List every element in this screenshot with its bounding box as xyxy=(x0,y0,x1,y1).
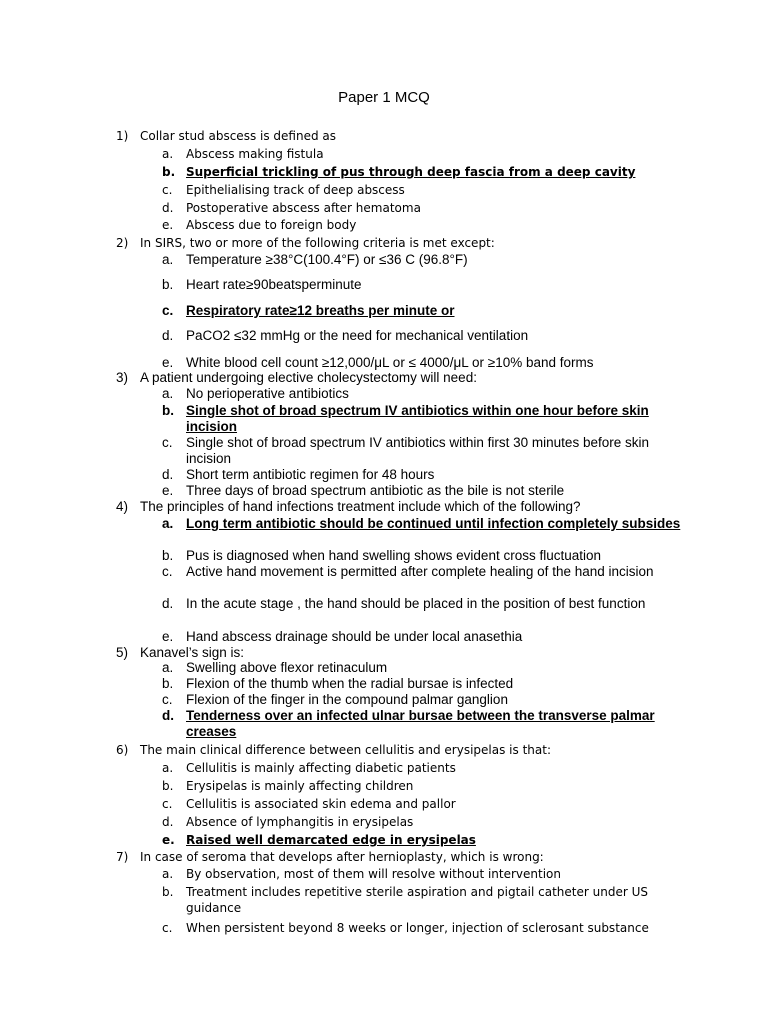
option-letter: b. xyxy=(162,548,174,563)
question-number: 4) xyxy=(116,499,129,514)
option-letter: a. xyxy=(162,516,174,531)
option-text: When persistent beyond 8 weeks or longer, injection of sclerosant substance xyxy=(186,921,649,935)
option-text-correct: Tenderness over an infected ulnar bursae between the transverse palmar creases xyxy=(186,708,655,739)
option-text: Abscess due to foreign body xyxy=(186,218,357,232)
option-text: Single shot of broad spectrum IV antibiotics within first 30 minutes before skin incision xyxy=(186,435,649,466)
question-stem: In case of seroma that develops after hernioplasty, which is wrong: xyxy=(140,850,544,864)
question-stem: The principles of hand infections treatment include which of the following? xyxy=(140,499,581,514)
option-text: Hand abscess drainage should be under local anasethia xyxy=(186,629,523,644)
option-text: Temperature ≥38°C(100.4°F) or ≤36 C (96.8°F) xyxy=(186,252,468,267)
question-number: 5) xyxy=(116,645,129,660)
option-text: In the acute stage , the hand should be placed in the position of best function xyxy=(186,596,646,611)
option-letter: c. xyxy=(162,564,173,579)
option-text: Short term antibiotic regimen for 48 hours xyxy=(186,467,435,482)
option-letter: d. xyxy=(162,201,174,215)
option-letter: e. xyxy=(162,629,174,644)
option-text: Postoperative abscess after hematoma xyxy=(186,201,421,215)
option-text: Erysipelas is mainly affecting children xyxy=(186,779,414,793)
option-letter: b. xyxy=(162,165,176,179)
option-letter: d. xyxy=(162,708,174,723)
option-text: Pus is diagnosed when hand swelling shows evident cross fluctuation xyxy=(186,548,601,563)
option-text: PaCO2 ≤32 mmHg or the need for mechanical ventilation xyxy=(186,328,529,343)
option-text-correct: Long term antibiotic should be continued until infection completely subsides xyxy=(186,516,681,531)
option-letter: c. xyxy=(162,921,173,935)
option-letter: d. xyxy=(162,815,174,829)
question-stem: A patient undergoing elective cholecystectomy will need: xyxy=(140,370,477,385)
option-text: Treatment includes repetitive sterile aspiration and pigtail catheter under US guidance xyxy=(186,885,648,915)
option-letter: e. xyxy=(162,483,174,498)
question-stem: Collar stud abscess is defined as xyxy=(140,129,336,143)
option-text: Swelling above flexor retinaculum xyxy=(186,660,388,675)
option-letter: a. xyxy=(162,147,174,161)
option-letter: c. xyxy=(162,183,173,197)
option-letter: c. xyxy=(162,797,173,811)
option-text: White blood cell count ≥12,000/μL or ≤ 4000/μL or ≥10% band forms xyxy=(186,355,594,370)
option-letter: a. xyxy=(162,867,174,881)
option-letter: c. xyxy=(162,692,173,707)
option-letter: e. xyxy=(162,218,174,232)
option-text-correct: Raised well demarcated edge in erysipelas xyxy=(186,833,476,847)
option-letter: a. xyxy=(162,660,174,675)
option-text: Absence of lymphangitis in erysipelas xyxy=(186,815,414,829)
option-letter: b. xyxy=(162,676,174,691)
option-text: No perioperative antibiotics xyxy=(186,386,349,401)
option-text: Cellulitis is mainly affecting diabetic patients xyxy=(186,761,456,775)
option-text: Flexion of the thumb when the radial bursae is infected xyxy=(186,676,514,691)
option-letter: e. xyxy=(162,833,175,847)
option-letter: b. xyxy=(162,885,174,899)
question-number: 1) xyxy=(116,129,129,143)
question-stem: The main clinical difference between cellulitis and erysipelas is that: xyxy=(140,743,551,757)
option-letter: c. xyxy=(162,435,173,450)
option-letter: b. xyxy=(162,779,174,793)
option-text: Epithelialising track of deep abscess xyxy=(186,183,405,197)
page-title: Paper 1 MCQ xyxy=(338,89,430,106)
question-number: 2) xyxy=(116,236,129,250)
option-letter: c. xyxy=(162,303,174,318)
option-text: Heart rate≥90beatsperminute xyxy=(186,277,362,292)
option-letter: e. xyxy=(162,355,174,370)
question-number: 7) xyxy=(116,850,129,864)
option-letter: d. xyxy=(162,328,174,343)
option-text: Active hand movement is permitted after complete healing of the hand incision xyxy=(186,564,654,579)
option-text: Cellulitis is associated skin edema and pallor xyxy=(186,797,456,811)
question-number: 3) xyxy=(116,370,129,385)
option-text: Flexion of the finger in the compound palmar ganglion xyxy=(186,692,508,707)
option-letter: a. xyxy=(162,386,174,401)
option-letter: b. xyxy=(162,403,174,418)
option-letter: d. xyxy=(162,467,174,482)
option-letter: b. xyxy=(162,277,174,292)
question-stem: Kanavel’s sign is: xyxy=(140,645,245,660)
option-text-correct: Single shot of broad spectrum IV antibiotics within one hour before skin incision xyxy=(186,403,649,434)
option-text-correct: Superficial trickling of pus through deep fascia from a deep cavity xyxy=(186,165,636,179)
option-text: Three days of broad spectrum antibiotic as the bile is not sterile xyxy=(186,483,565,498)
option-letter: d. xyxy=(162,596,174,611)
option-letter: a. xyxy=(162,252,174,267)
question-number: 6) xyxy=(116,743,129,757)
question-stem: In SIRS, two or more of the following criteria is met except: xyxy=(140,236,495,250)
option-text-correct: Respiratory rate≥12 breaths per minute or xyxy=(186,303,455,318)
option-text: By observation, most of them will resolve without intervention xyxy=(186,867,561,881)
option-letter: a. xyxy=(162,761,174,775)
option-text: Abscess making fistula xyxy=(186,147,324,161)
